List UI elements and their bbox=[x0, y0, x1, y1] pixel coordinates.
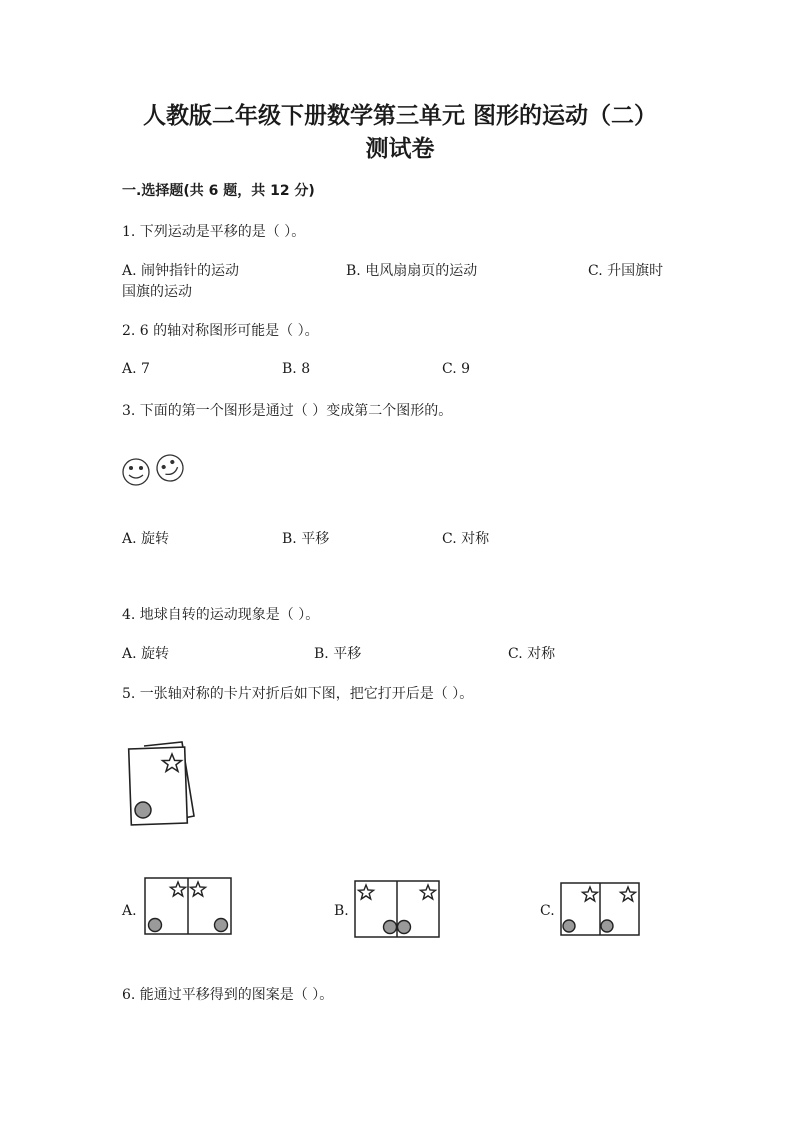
circle-icon bbox=[384, 921, 397, 934]
question-2-text: 2. 6 的轴对称图形可能是（ ）。 bbox=[122, 323, 319, 339]
question-6-text: 6. 能通过平移得到的图案是（ ）。 bbox=[122, 987, 334, 1003]
circle-icon bbox=[149, 919, 162, 932]
smiley-face-rotated bbox=[152, 450, 188, 486]
circle-icon bbox=[563, 920, 575, 932]
question-4-option-b: B. 平移 bbox=[314, 646, 362, 662]
question-1-option-c: C. 升国旗时 bbox=[588, 263, 664, 279]
question-4-text: 4. 地球自转的运动现象是（ ）。 bbox=[122, 607, 320, 623]
smiley-face-upright bbox=[123, 459, 149, 485]
question-3-option-c: C. 对称 bbox=[442, 531, 490, 547]
document-title: 人教版二年级下册数学第三单元 图形的运动（二） bbox=[142, 103, 657, 129]
option-c-card bbox=[560, 882, 640, 936]
question-3-option-b: B. 平移 bbox=[282, 531, 330, 547]
document-title-line2: 测试卷 bbox=[365, 136, 435, 162]
question-5-option-b: B. bbox=[334, 903, 349, 919]
question-3-text: 3. 下面的第一个图形是通过（ ）变成第二个图形的。 bbox=[122, 403, 453, 419]
option-b-card bbox=[354, 880, 440, 938]
question-2-option-b: B. 8 bbox=[282, 361, 311, 377]
question-1-text: 1. 下列运动是平移的是（ ）。 bbox=[122, 224, 306, 240]
option-a-card bbox=[144, 877, 232, 935]
question-1-option-c-continued: 国旗的运动 bbox=[122, 284, 192, 300]
question-5-option-c: C. bbox=[540, 903, 555, 919]
question-4-option-a: A. 旋转 bbox=[122, 646, 170, 662]
question-2-option-c: C. 9 bbox=[442, 361, 471, 377]
question-1-option-a: A. 闹钟指针的运动 bbox=[122, 263, 240, 279]
question-1-option-b: B. 电风扇扇页的运动 bbox=[346, 263, 478, 279]
question-5-option-a: A. bbox=[122, 903, 137, 919]
section-heading: 一.选择题(共 6 题，共 12 分) bbox=[122, 183, 315, 199]
circle-icon bbox=[398, 921, 411, 934]
question-2-option-a: A. 7 bbox=[122, 361, 150, 377]
question-3-option-a: A. 旋转 bbox=[122, 531, 170, 547]
smiley-faces-figure bbox=[118, 452, 190, 490]
circle-icon bbox=[601, 920, 613, 932]
question-4-option-c: C. 对称 bbox=[508, 646, 556, 662]
circle-icon bbox=[135, 802, 151, 818]
folded-card-figure bbox=[124, 740, 198, 828]
circle-icon bbox=[215, 919, 228, 932]
question-5-text: 5. 一张轴对称的卡片对折后如下图，把它打开后是（ ）。 bbox=[122, 686, 474, 702]
